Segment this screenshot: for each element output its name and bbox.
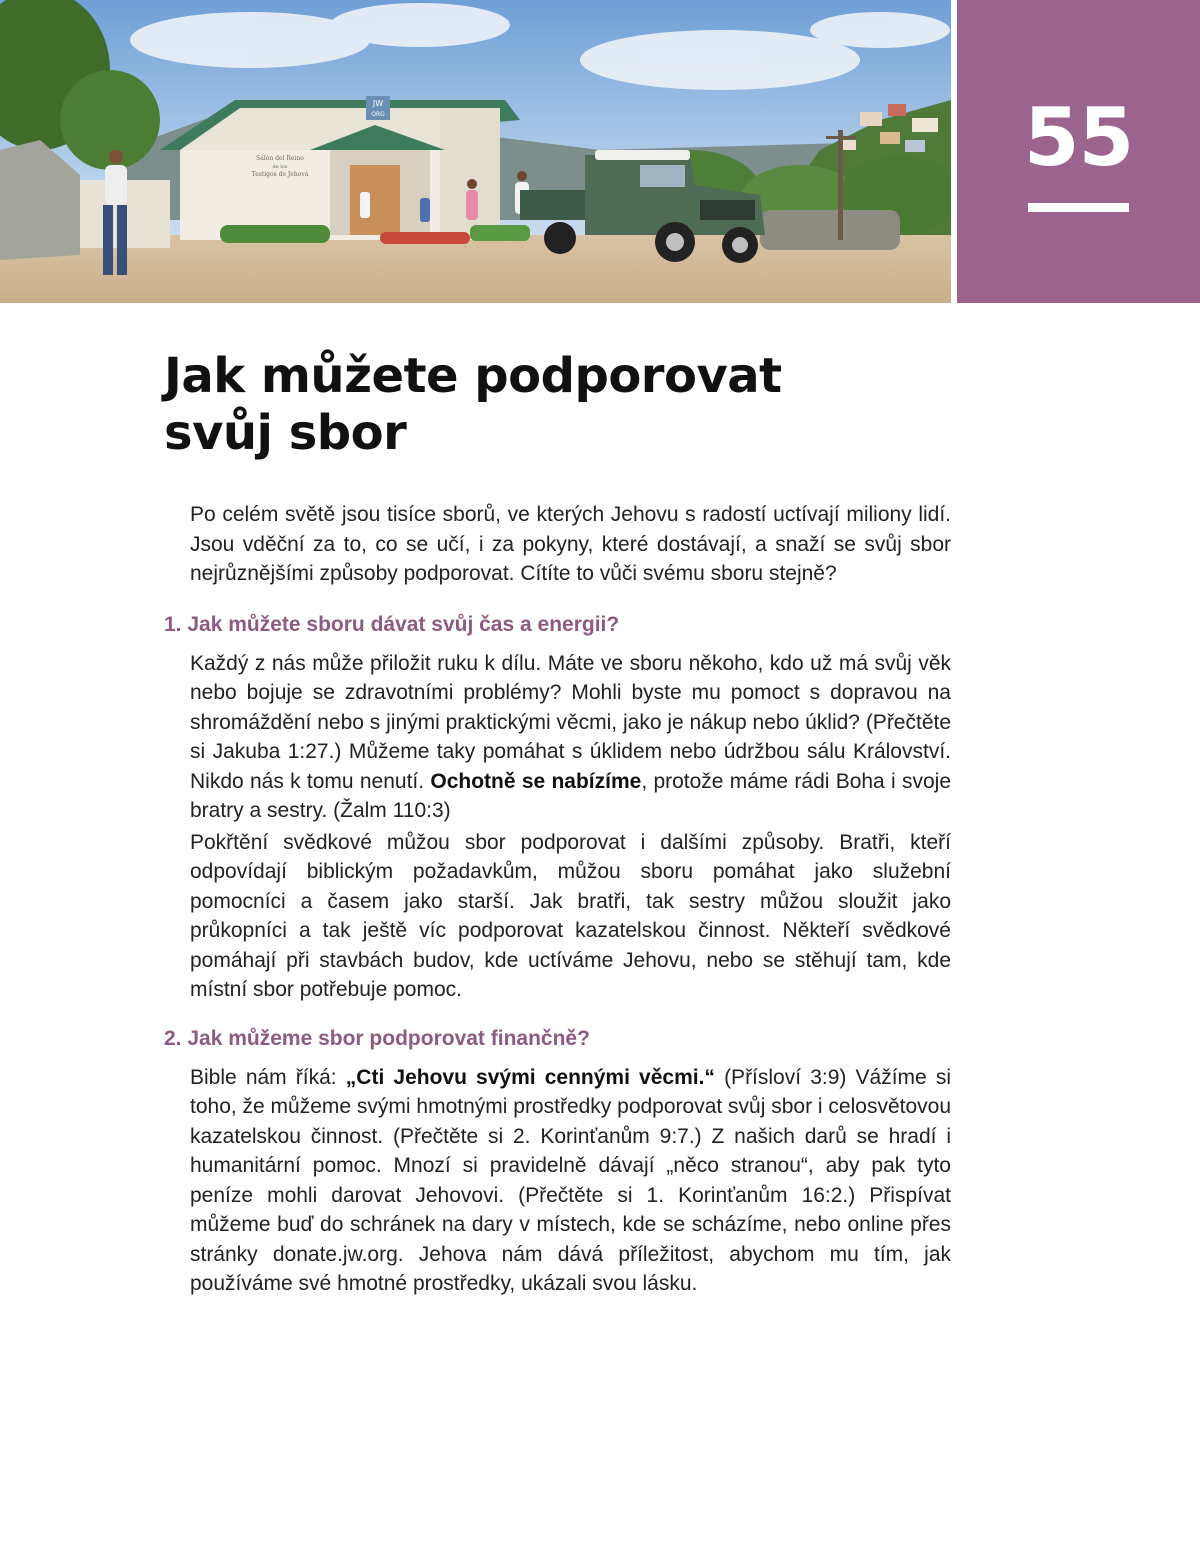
lesson-number: 55 — [1023, 91, 1134, 184]
page-title-line-1: Jak můžete podporovat — [164, 348, 782, 404]
page-title-line-2: svůj sbor — [164, 405, 407, 461]
section-2-paragraph-1 — [164, 1063, 951, 1299]
section-2-heading: 2. Jak můžeme sbor podporovat finančně? — [164, 1026, 590, 1050]
section-2-emphasis: „Cti Jehovu svými cennými věcmi.“ — [345, 1065, 715, 1089]
sign-org: ORG — [371, 111, 385, 118]
section-1-paragraph-2: Pokřtění svědkové můžou sbor podporovat i dalšími způsoby. Bratři, kteří odpovídají biblickým požadavkům, můžou sboru pomáhat jako služební pomocníci a časem jako starší. Jak bratři, tak sestry můžou sloužit jako průkopníci a tak ještě víc podporovat kazatelskou činnost. Někteří svědkové pomáhají při stavbách budov, kde uctíváme Jehovu, nebo se stěhují tam, kde místní sbor potřebuje pomoc. — [190, 830, 951, 1001]
building-lettering-1: Salón del Reino — [256, 155, 304, 162]
hero-image — [0, 0, 951, 303]
building-lettering-2: de los — [272, 164, 288, 170]
section-1-text-a: Každý z nás může přiložit ruku k dílu. Máte ve sboru někoho, kdo už má svůj věk nebo bojuje se zdravotními problémy? Mohli byste mu pomoct s dopravou na shromáždění nebo s jinými praktickými věcmi, jako je nákup nebo úklid? (Přečtěte si Jakuba 1:27.) Můžeme taky pomáhat s úklidem nebo údržbou sálu Království. Nikdo nás k tomu nenutí. — [190, 651, 952, 793]
lesson-content — [164, 500, 951, 1299]
lesson-number-underline — [1028, 203, 1129, 212]
section-1-emphasis: Ochotně se nabízíme — [430, 769, 642, 793]
page-title — [164, 348, 782, 462]
section-2-text-a: Bible nám říká: — [190, 1065, 346, 1089]
section-1 — [164, 611, 951, 1005]
sign-jw: JW — [372, 99, 384, 108]
section-1-text-c: , protože máme rádi Boha i svoje bratry a sestry. (Žalm 110:3) — [190, 769, 951, 822]
building-lettering-3: Testigos de Jehová — [251, 171, 309, 178]
section-2-text-c: (Přísloví 3:9) Vážíme si toho, že můžeme svými hmotnými prostředky podporovat svůj sbor i celosvětovou kazatelskou činnost. (Přečtěte si 2. Korinťanům 9:7.) Z našich darů se hradí i humanitární pomoc. Mnozí si pravidelně dávají „něco stranou“, aby pak tyto peníze mohli darovat Jehovovi. (Přečtěte si 1. Korinťanům 16:2.) Přispívat můžeme buď do schránek na dary v místech, kde se scházíme, nebo online přes stránky donate.jw.org. Jehova nám dává příležitost, abychom mu tím, jak používáme své hmotné prostředky, ukázali svou lásku. — [190, 1065, 951, 1295]
section-2 — [164, 1025, 951, 1299]
kingdom-hall-illustration — [0, 0, 951, 303]
kingdom-hall-building — [160, 96, 520, 240]
lesson-number-panel — [957, 0, 1200, 303]
section-1-paragraph-1 — [164, 649, 951, 826]
intro-paragraph: Po celém světě jsou tisíce sborů, ve kterých Jehovu s radostí uctívají miliony lidí. Jsou vděční za to, co se učí, i za pokyny, které dostávají, a snaží se svůj sbor nejrůznějšími způsoby podporovat. Cítíte to vůči svému sboru stejně? — [190, 503, 951, 585]
section-1-heading: 1. Jak můžete sboru dávat svůj čas a energii? — [164, 612, 620, 636]
